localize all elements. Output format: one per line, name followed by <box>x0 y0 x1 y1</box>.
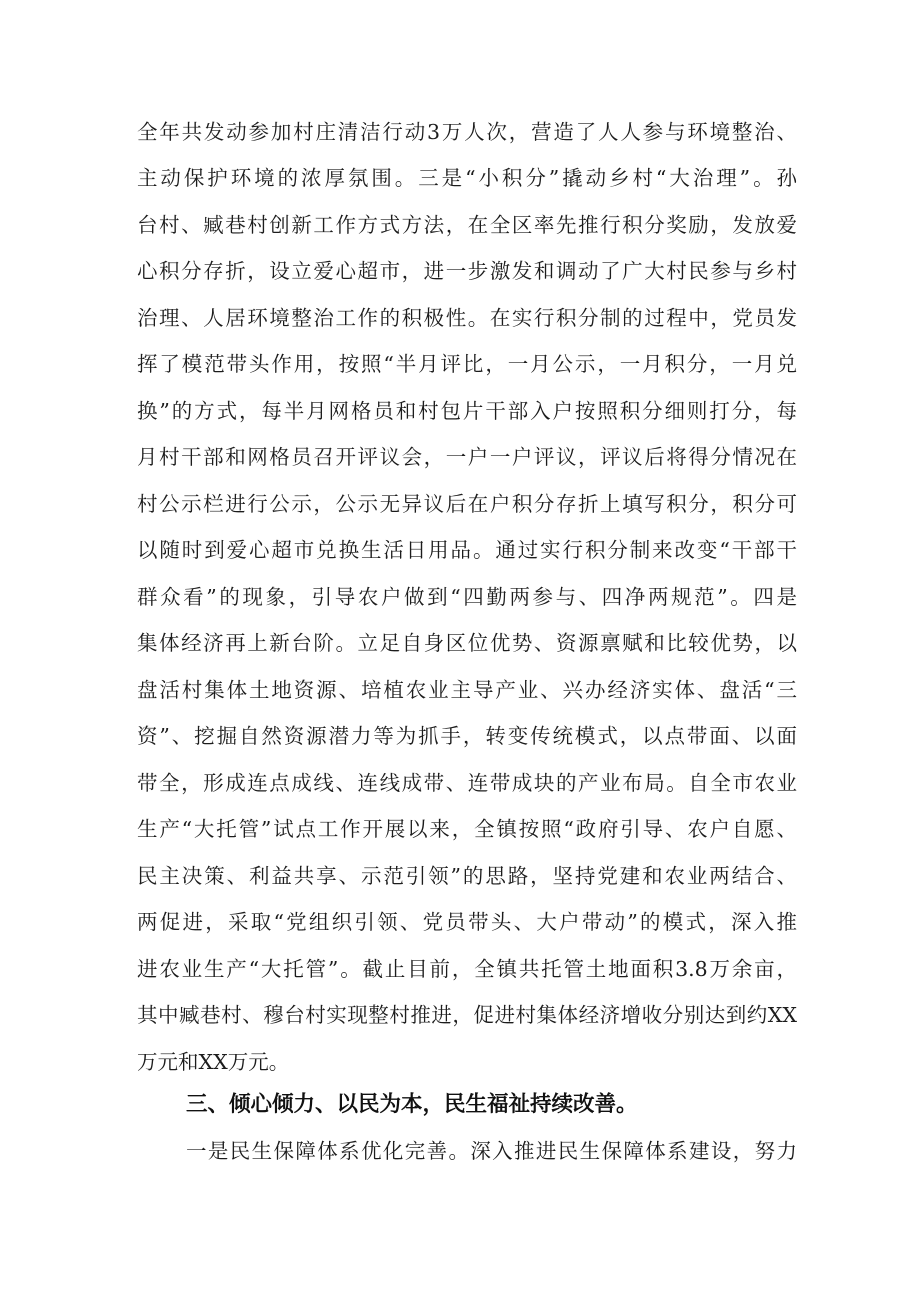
text-line: 一是民生保障体系优化完善。深入推进民生保障体系建设，努力 <box>186 1139 797 1163</box>
text-line: 心积分存折，设立爱心超市，进一步激发和调动了广大村民参与乡村 <box>137 259 797 283</box>
text-line: 集体经济再上新台阶。立足自身区位优势、资源禀赋和比较优势，以 <box>137 631 797 655</box>
text-line: 其中臧巷村、穆台村实现整村推进，促进村集体经济增收分别达到约XX <box>137 1003 797 1027</box>
text-line: 民主决策、利益共享、示范引领”的思路，坚持党建和农业两结合、 <box>137 864 797 888</box>
text-line: 换”的方式，每半月网格员和村包片干部入户按照积分细则打分，每 <box>137 399 797 423</box>
section-heading: 三、倾心倾力、以民为本，民生福祉持续改善。 <box>186 1092 638 1117</box>
text-line: 群众看”的现象，引导农户做到“四勤两参与、四净两规范”。四是 <box>137 585 797 609</box>
text-line: 生产“大托管”试点工作开展以来，全镇按照“政府引导、农户自愿、 <box>137 817 797 841</box>
text-line: 治理、人居环境整治工作的积极性。在实行积分制的过程中，党员发 <box>137 306 797 330</box>
text-line: 挥了模范带头作用，按照“半月评比，一月公示，一月积分，一月兑 <box>137 352 797 376</box>
text-line: 两促进，采取“党组织引领、党员带头、大户带动”的模式，深入推 <box>137 910 797 934</box>
text-line: 以随时到爱心超市兑换生活日用品。通过实行积分制来改变“干部干 <box>137 538 797 562</box>
text-line: 主动保护环境的浓厚氛围。三是“小积分”撬动乡村“大治理”。孙 <box>137 166 797 190</box>
text-line: 进农业生产“大托管”。截止目前，全镇共托管土地面积3.8万余亩， <box>137 957 797 981</box>
text-line: 全年共发动参加村庄清洁行动3万人次，营造了人人参与环境整治、 <box>137 120 797 144</box>
text-line: 万元和XX万元。 <box>137 1050 290 1074</box>
text-line: 带全，形成连点成线、连线成带、连带成块的产业布局。自全市农业 <box>137 771 797 795</box>
text-line: 村公示栏进行公示，公示无异议后在户积分存折上填写积分，积分可 <box>137 492 797 516</box>
text-line: 盘活村集体土地资源、培植农业主导产业、兴办经济实体、盘活“三 <box>137 678 797 702</box>
text-line: 资”、挖掘自然资源潜力等为抓手，转变传统模式，以点带面、以面 <box>137 724 797 748</box>
text-line: 月村干部和网格员召开评议会，一户一户评议，评议后将得分情况在 <box>137 445 797 469</box>
text-line: 台村、臧巷村创新工作方式方法，在全区率先推行积分奖励，发放爱 <box>137 213 797 237</box>
